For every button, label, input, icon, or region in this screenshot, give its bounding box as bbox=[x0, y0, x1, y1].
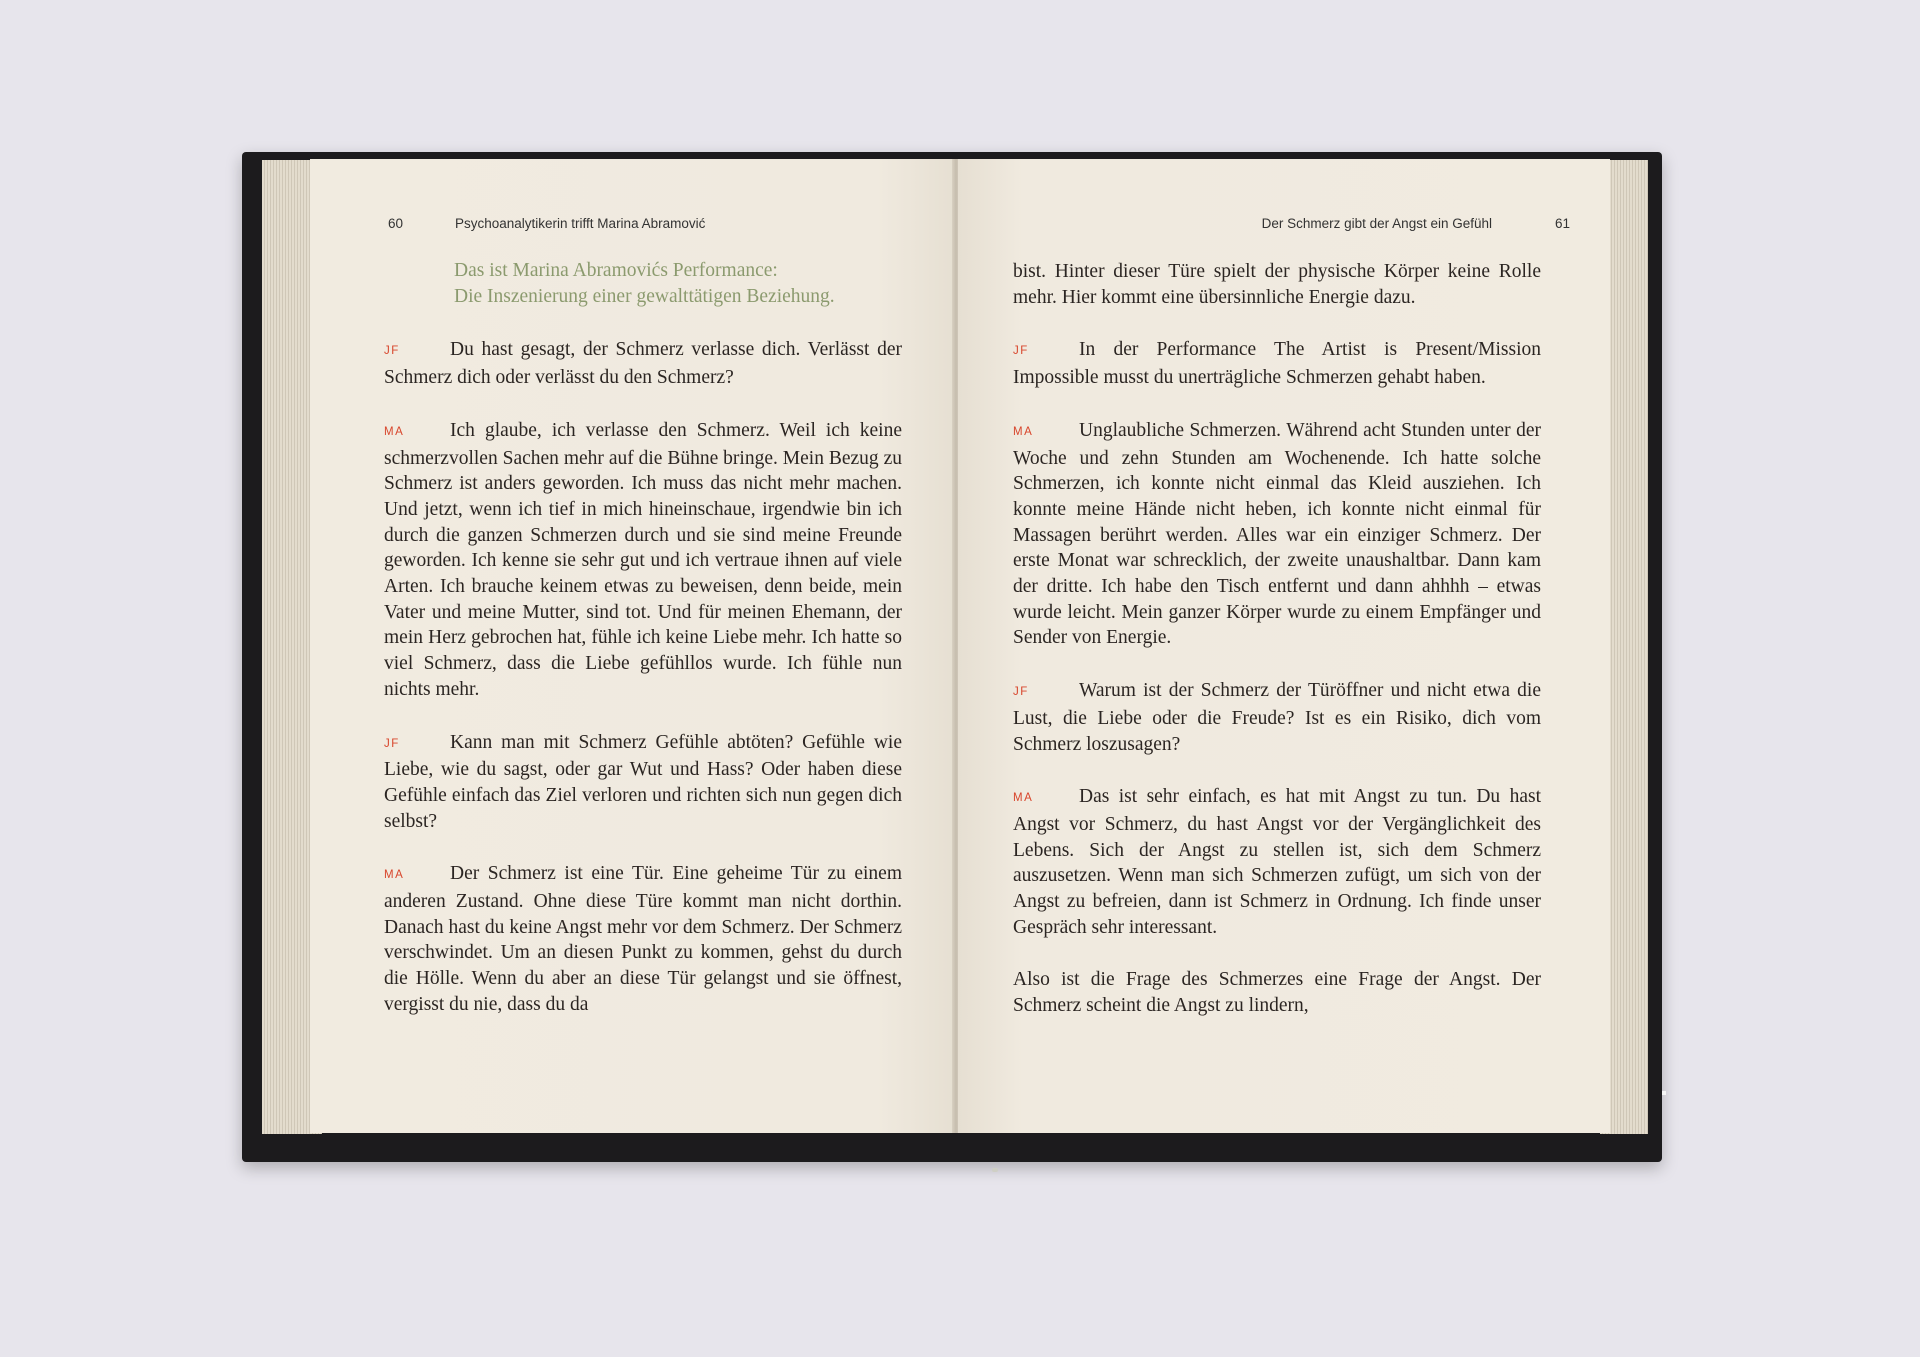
speaker-label: MA bbox=[384, 869, 405, 882]
speaker-label: MA bbox=[1013, 792, 1034, 805]
left-page bbox=[310, 159, 955, 1133]
paragraph-text: Das ist sehr einfach, es hat mit Angst zu tun. Du hast Angst vor Schmerz, du hast Angst vor der Vergänglichkeit des Lebens. Sich der Angst zu stellen ist, sich dem Schmerz auszusetzen. Wenn man sich Schmerzen zufügt, um sich von der Angst zu befreien, dann ist Schmerz in Ordnung. Ich finde unser Gespräch sehr interessant. bbox=[1013, 786, 1541, 938]
paragraph bbox=[1013, 967, 1541, 1018]
paragraph bbox=[384, 730, 902, 835]
paragraph-text: Warum ist der Schmerz der Türöffner und nicht etwa die Lust, die Liebe oder die Freude? Ist es ein Risiko, dich vom Schmerz loszusagen? bbox=[1013, 680, 1541, 755]
section-heading bbox=[384, 258, 902, 309]
speaker-label: MA bbox=[384, 425, 405, 438]
speaker-label: JF bbox=[1013, 345, 1029, 358]
running-head: Der Schmerz gibt der Angst ein Gefühl bbox=[1261, 216, 1492, 231]
paragraph-text: Unglaubliche Schmerzen. Während acht Stunden unter der Woche und zehn Stunden am Wochenende. Ich hatte solche Schmerzen, ich konnte nicht einmal das Kleid ausziehen. Ich konnte meine Hände nicht heben, ich konnte nicht einmal für Massagen berührt werden. Alles war ein einziger Schmerz. Der erste Monat war schrecklich, der zweite unaushaltbar. Dann kam der dritte. Ich habe den Tisch entfernt und dann ahhhh – etwas wurde leicht. Mein ganzer Körper wurde zu einem Empfänger und Sender von Energie. bbox=[1013, 419, 1541, 649]
paragraph-text: Der Schmerz ist eine Tür. Eine geheime Tür zu einem anderen Zustand. Ohne diese Türe kommt man nicht dorthin. Danach hast du keine Angst mehr vor dem Schmerz. Der Schmerz verschwindet. Um an diesen Punkt zu kommen, gehst du durch die Hölle. Wenn du aber an diese Tür gelangst und sie öffnest, vergisst du nie, dass du da bbox=[384, 863, 902, 1015]
speaker-label: MA bbox=[1013, 425, 1034, 438]
paragraph bbox=[1013, 259, 1541, 310]
paragraph-text: In der Performance The Artist is Present/Mission Impossible musst du unerträgliche Schmerzen gehabt haben. bbox=[1013, 339, 1541, 389]
paragraph bbox=[1013, 418, 1541, 651]
right-text-block bbox=[1013, 259, 1541, 1046]
dust-fleck bbox=[992, 1168, 998, 1172]
paragraph bbox=[384, 861, 902, 1017]
speaker-label: JF bbox=[384, 345, 400, 358]
speaker-label: JF bbox=[384, 737, 400, 750]
paragraph-text: Ich glaube, ich verlasse den Schmerz. Weil ich keine schmerzvollen Sachen mehr auf die Bühne bringe. Mein Bezug zu Schmerz ist anders geworden. Ich muss das nicht mehr machen. Und jetzt, wenn ich tief in mich hineinschaue, irgendwie bin ich durch die ganzen Schmerzen durch und sie sind meine Freunde geworden. Ich kenne sie sehr gut und ich vertraue ihnen auf viele Arten. Ich brauche keinem etwas zu beweisen, denn beide, mein Vater und meine Mutter, sind tot. Und für meinen Ehemann, der mein Herz gebrochen hat, fühle ich keine Liebe mehr. Ich hatte so viel Schmerz, dass die Liebe gefühllos wurde. Ich fühle nun nichts mehr. bbox=[384, 419, 902, 700]
running-head: Psychoanalytikerin trifft Marina Abramović bbox=[455, 216, 706, 231]
paragraph bbox=[1013, 784, 1541, 940]
speaker-label: JF bbox=[1013, 686, 1029, 699]
heading-line: Das ist Marina Abramovićs Performance: bbox=[454, 260, 778, 281]
paragraph-text: Du hast gesagt, der Schmerz verlasse dich. Verlässt der Schmerz dich oder verlässt du den Schmerz? bbox=[384, 339, 902, 389]
page-number: 60 bbox=[388, 216, 404, 231]
heading-line: Die Inszenierung einer gewalttätigen Beziehung. bbox=[454, 285, 835, 307]
paragraph bbox=[384, 337, 902, 390]
paragraph-text: bist. Hinter dieser Türe spielt der physische Körper keine Rolle mehr. Hier kommt eine übersinnliche Energie dazu. bbox=[1013, 261, 1541, 308]
page-number: 61 bbox=[1554, 216, 1570, 231]
paragraph bbox=[384, 418, 902, 703]
paragraph bbox=[1013, 678, 1541, 757]
left-text-block bbox=[384, 258, 902, 1045]
cover-mark bbox=[1662, 1091, 1666, 1095]
paragraph-text: Also ist die Frage des Schmerzes eine Frage der Angst. Der Schmerz scheint die Angst zu lindern, bbox=[1013, 969, 1541, 1017]
paragraph-text: Kann man mit Schmerz Gefühle abtöten? Gefühle wie Liebe, wie du sagst, oder gar Wut und Hass? Oder haben diese Gefühle einfach das Ziel verloren und richten sich nun gegen dich selbst? bbox=[384, 731, 902, 832]
paragraph bbox=[1013, 337, 1541, 390]
right-page bbox=[958, 159, 1610, 1133]
